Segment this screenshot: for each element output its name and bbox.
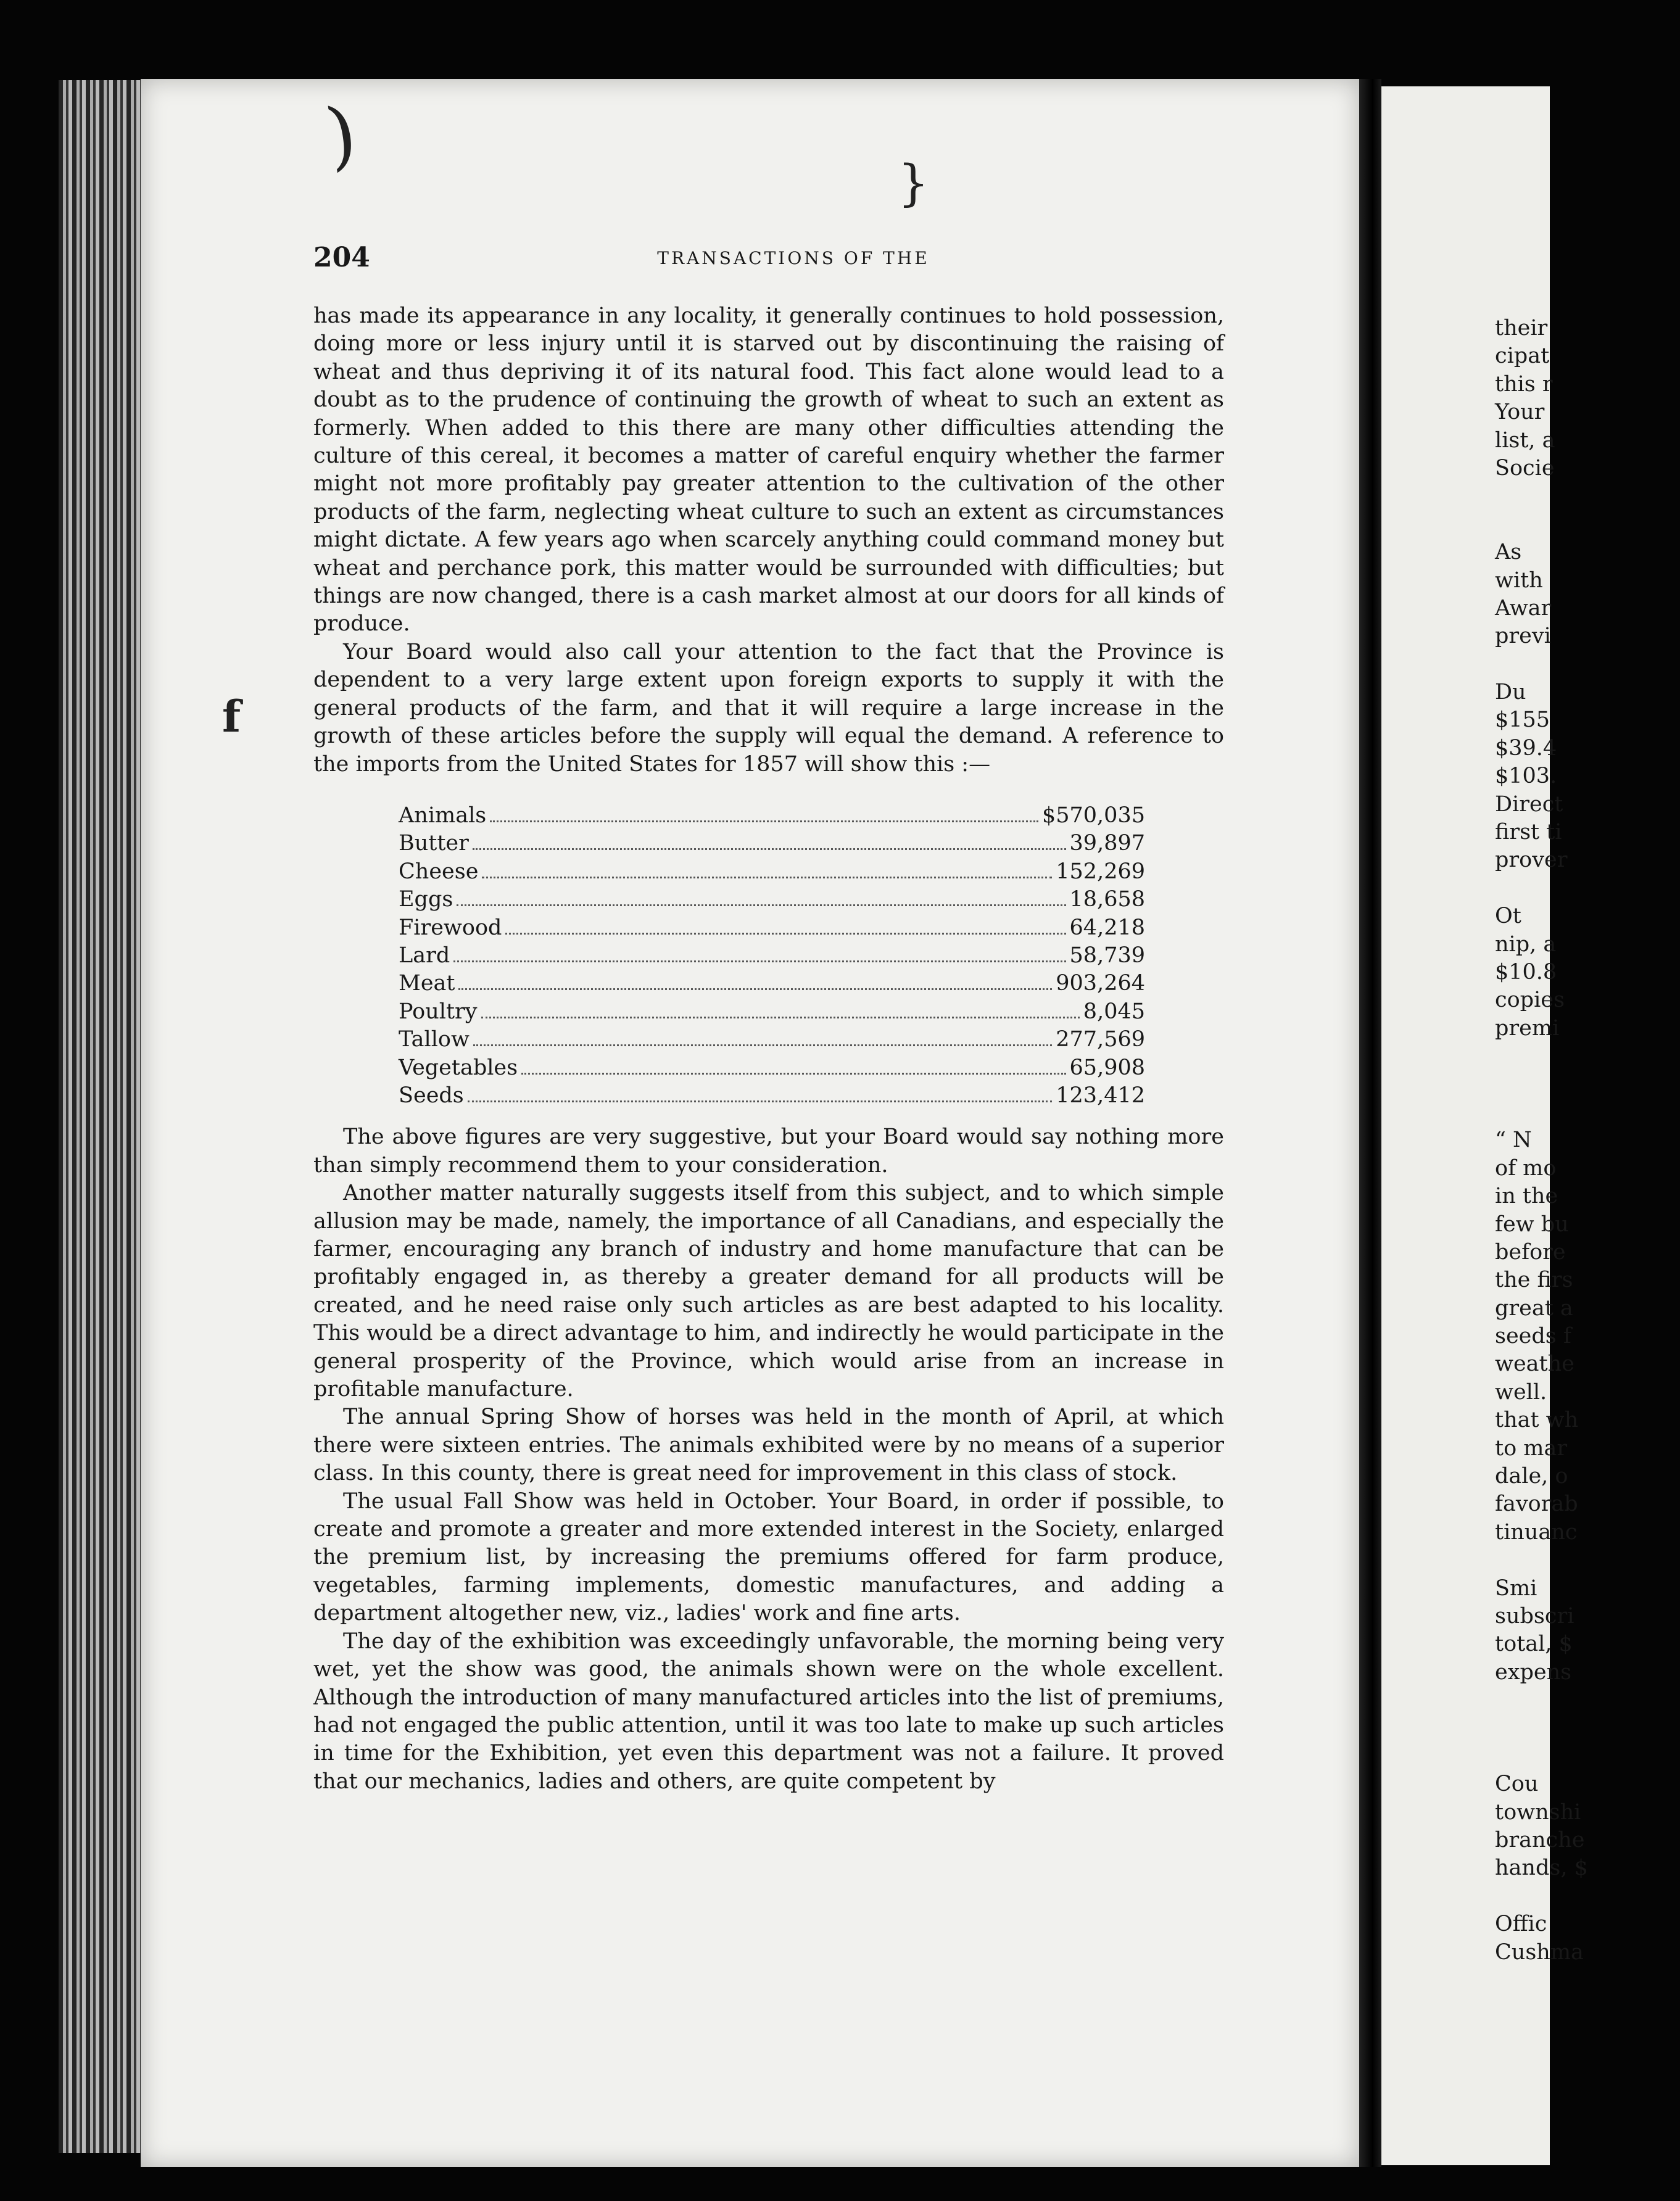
- right-page-line: Direct: [1495, 791, 1563, 817]
- right-page-line: [1495, 482, 1680, 510]
- table-row: [399, 830, 1145, 857]
- import-item-value: 903,264: [1056, 971, 1145, 996]
- right-page-line: “ N: [1495, 1128, 1532, 1153]
- right-page-line: dale, o: [1495, 1464, 1568, 1489]
- right-page-line: list, a: [1495, 427, 1555, 453]
- table-row: [399, 998, 1145, 1026]
- import-item-value: 58,739: [1069, 943, 1145, 968]
- table-row: [399, 802, 1145, 830]
- dot-leader: [458, 988, 1052, 990]
- right-page-line: this r: [1495, 371, 1553, 397]
- right-page-line: Cou: [1495, 1772, 1539, 1797]
- page-number: 204: [313, 242, 370, 273]
- import-item-value: 277,569: [1056, 1027, 1145, 1052]
- import-item-name: Tallow: [399, 1027, 470, 1052]
- right-page-line: $103.: [1495, 764, 1557, 789]
- table-row: [399, 1082, 1145, 1110]
- right-page-line: Du: [1495, 680, 1526, 705]
- right-page-line: first ti: [1495, 820, 1562, 845]
- right-page-line: townshi: [1495, 1799, 1581, 1825]
- right-page-line: $155: [1495, 708, 1550, 733]
- right-page-line: of mo: [1495, 1155, 1557, 1181]
- right-page-line: [1495, 511, 1680, 539]
- right-page-line: expens: [1495, 1659, 1572, 1685]
- right-page-line: [1495, 1715, 1680, 1743]
- stacked-page-edges: [59, 80, 145, 2153]
- right-page-line: Ot: [1495, 904, 1521, 929]
- body-text: [313, 302, 1224, 1796]
- right-page-line: Socie: [1495, 455, 1555, 481]
- right-page-line: seeds f: [1495, 1324, 1571, 1349]
- dot-leader: [468, 1100, 1052, 1102]
- right-page-line: Cushma: [1495, 1939, 1584, 1965]
- table-row: [399, 914, 1145, 942]
- dot-leader: [453, 960, 1066, 962]
- table-row: [399, 942, 1145, 970]
- right-page-line: subscri: [1495, 1603, 1574, 1629]
- table-row: [399, 1026, 1145, 1054]
- import-item-name: Lard: [399, 943, 450, 968]
- right-page-line: few bu: [1495, 1212, 1569, 1237]
- right-page-line: [1495, 1546, 1680, 1574]
- right-page-line: previ: [1495, 624, 1551, 649]
- right-page-line: copies: [1495, 988, 1565, 1013]
- paragraph-7: The day of the exhibition was exceedingly unfavorable, the morning being very wet, yet the show was good, the animals shown were on the whole excellent. Although the introduction of many manufactured articles into the list of premiums, had not engaged the public attention, until it was too late to make up such articles in time for the Exhibition, yet even this department was not a failure. It proved that our mechanics, ladies and others, are quite competent by: [313, 1629, 1224, 1794]
- right-page-line: weathe: [1495, 1352, 1574, 1377]
- right-page-line: hands, $: [1495, 1856, 1588, 1881]
- paragraph-6: The usual Fall Show was held in October. Your Board, in order if possible, to create and promote a greater and more extended interest in the Society, enlarged the premium list, by increasing the premiums offered for farm produce, vegetables, farming implements, domestic manufactures, and adding a department altogether new, viz., ladies' work and fine arts.: [313, 1489, 1224, 1626]
- paragraph-4: Another matter naturally suggests itself from this subject, and to which simple allusion may be made, namely, the importance of all Canadians, and especially the farmer, encouraging any branch of industry and home manufacture that can be profitably engaged in, as thereby a greater demand for all products will be created, and he need raise only such articles as are best adapted to his locality. This would be a direct advantage to him, and indirectly he would participate in the general prosperity of the Province, which would arise from an increase in profitable manufacture.: [313, 1181, 1224, 1402]
- right-page-line: [1495, 1099, 1680, 1126]
- table-row: [399, 886, 1145, 914]
- right-page-line: prover: [1495, 848, 1568, 873]
- scan-mark-left: ): [321, 91, 362, 180]
- dot-leader: [473, 1044, 1052, 1046]
- right-page-line: [1495, 1883, 1680, 1910]
- right-page-line: Offic: [1495, 1912, 1547, 1937]
- right-page-line: favorab: [1495, 1492, 1578, 1517]
- imports-table: [399, 802, 1145, 1110]
- right-page-line: As: [1495, 540, 1522, 565]
- running-head: TRANSACTIONS OF THE: [657, 248, 930, 268]
- right-page-line: with: [1495, 568, 1543, 593]
- paragraph-3: The above figures are very suggestive, but your Board would say nothing more than simply recommend them to your consideration.: [313, 1125, 1224, 1178]
- right-page-line: before: [1495, 1239, 1566, 1265]
- right-page-line: nip, a: [1495, 931, 1557, 957]
- paragraph-5: The annual Spring Show of horses was held in the month of April, at which there were sixteen entries. The animals exhibited were by no means of a superior class. In this county, there is great need for improvement in this class of stock.: [313, 1405, 1224, 1486]
- right-page-line: that wh: [1495, 1408, 1579, 1433]
- dot-leader: [481, 1017, 1080, 1018]
- dot-leader: [457, 904, 1066, 906]
- dot-leader: [505, 933, 1066, 935]
- right-page-line: well.: [1495, 1379, 1547, 1405]
- right-page-text: [1495, 315, 1680, 1967]
- right-page-line: tinuanc: [1495, 1519, 1578, 1545]
- dot-leader: [490, 820, 1038, 822]
- right-page-line: to mar: [1495, 1435, 1568, 1461]
- right-page-line: branche: [1495, 1828, 1585, 1853]
- scan-mark-margin: f: [222, 691, 241, 742]
- right-page-line: cipat: [1495, 344, 1550, 369]
- right-page-line: [1495, 1687, 1680, 1714]
- dot-leader: [473, 848, 1066, 850]
- import-item-value: 64,218: [1069, 915, 1145, 940]
- table-row: [399, 858, 1145, 886]
- right-page-line: Your: [1495, 400, 1545, 425]
- right-page-line: [1495, 651, 1680, 679]
- import-item-name: Seeds: [399, 1083, 464, 1108]
- right-page-line: Smi: [1495, 1575, 1537, 1601]
- import-item-value: 39,897: [1069, 831, 1145, 856]
- table-row: [399, 1054, 1145, 1082]
- scan-mark-top: }: [898, 154, 929, 212]
- import-item-name: Meat: [399, 971, 455, 996]
- right-page-line: $39.4: [1495, 735, 1557, 761]
- right-page-line: Awar: [1495, 595, 1552, 621]
- import-item-value: 8,045: [1083, 999, 1145, 1024]
- dot-leader: [521, 1073, 1066, 1075]
- right-page-line: in the: [1495, 1184, 1558, 1209]
- right-page-line: premi: [1495, 1015, 1560, 1041]
- import-item-name: Animals: [399, 803, 487, 828]
- paragraph-2: Your Board would also call your attention to the fact that the Province is dependent to a very large extent upon foreign exports to supply it with the general products of the farm, and that it will require a large increase in the growth of these articles before the supply will equal the demand. A reference to the imports from the United States for 1857 will show this :—: [313, 639, 1224, 777]
- import-item-name: Vegetables: [399, 1055, 518, 1080]
- import-item-name: Poultry: [399, 999, 478, 1024]
- right-page-line: the firs: [1495, 1268, 1573, 1293]
- import-item-name: Butter: [399, 831, 469, 856]
- book-gutter: [1359, 79, 1381, 2167]
- right-page-line: their: [1495, 316, 1548, 341]
- right-page-line: [1495, 1743, 1680, 1770]
- import-item-value: 123,412: [1056, 1083, 1145, 1108]
- right-page-line: [1495, 1043, 1680, 1070]
- right-page-line: [1495, 875, 1680, 902]
- import-item-name: Firewood: [399, 915, 502, 940]
- import-item-value: 152,269: [1056, 859, 1145, 884]
- right-page-line: great a: [1495, 1295, 1573, 1321]
- right-page-line: [1495, 1071, 1680, 1099]
- right-page-line: $10.8: [1495, 959, 1557, 985]
- import-item-value: 65,908: [1069, 1055, 1145, 1080]
- import-item-name: Cheese: [399, 859, 479, 884]
- table-row: [399, 970, 1145, 997]
- paragraph-1: has made its appearance in any locality, it generally continues to hold possession, doing more or less injury until it is starved out by discontinuing the raising of wheat and thus depriving it of its natural food. This fact alone would lead to a doubt as to the prudence of continuing the growth of wheat to such an extent as formerly. When added to this there are many other difficulties attending the culture of this cereal, it becomes a matter of careful enquiry whether the farmer might not more profitably pay greater attention to the cultivation of the other products of the farm, neglecting wheat culture to such an extent as circumstances might dictate. A few years ago when scarcely anything could command money but wheat and perchance pork, this matter would be surrounded with difficulties; but things are now changed, there is a cash market almost at our doors for all kinds of produce.: [313, 304, 1224, 637]
- import-item-value: $570,035: [1041, 803, 1145, 828]
- import-item-name: Eggs: [399, 887, 453, 912]
- dot-leader: [482, 877, 1052, 878]
- import-item-value: 18,658: [1069, 887, 1145, 912]
- right-page-line: total, $: [1495, 1632, 1573, 1657]
